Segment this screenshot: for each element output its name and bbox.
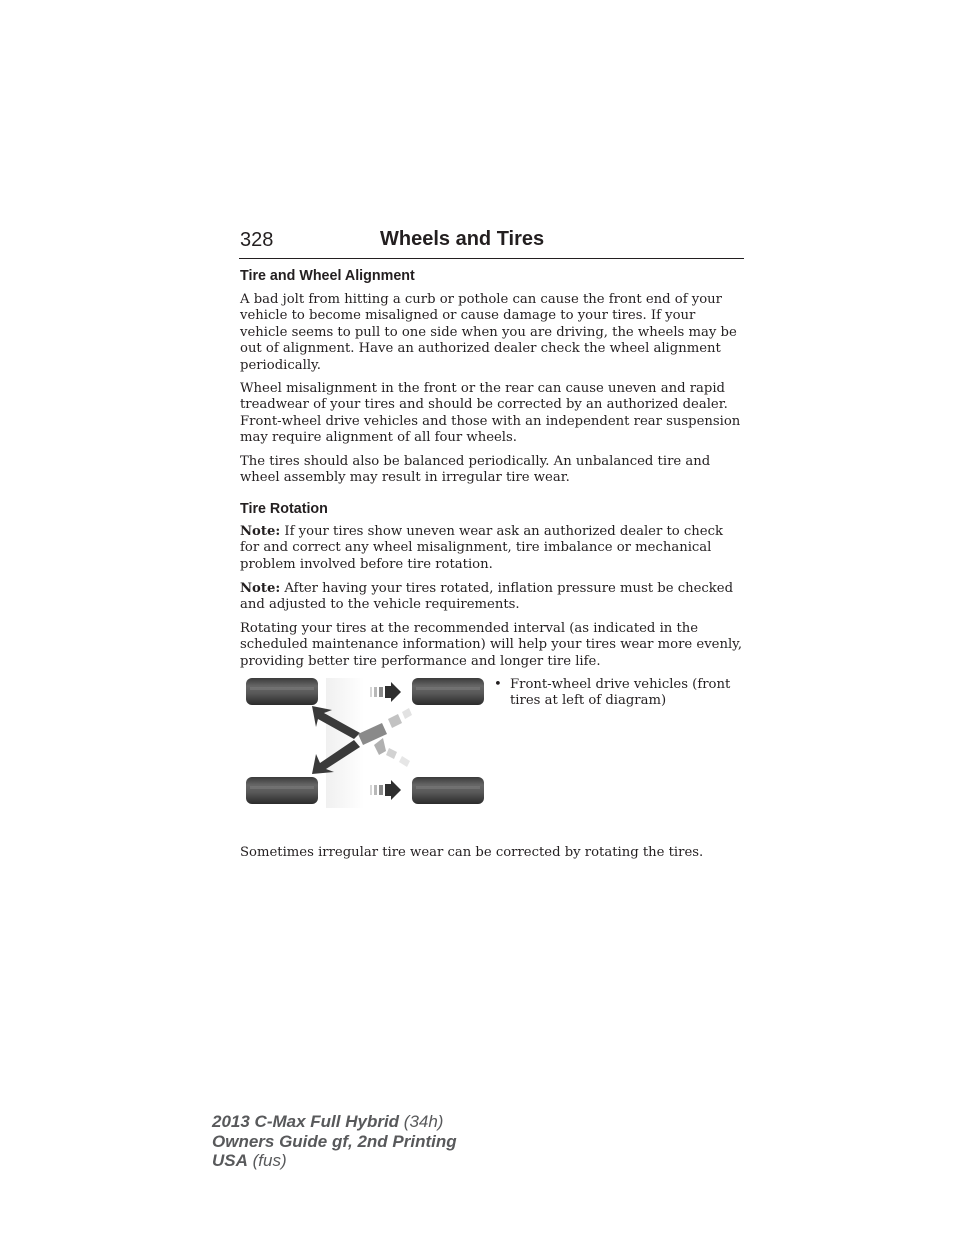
rear-left-tire bbox=[246, 777, 318, 804]
rotation-paragraph: Rotating your tires at the recommended interval (as indicated in the scheduled maintenance information) will help your tires wear more evenly, providing better tire performance and longer tire life. bbox=[240, 621, 743, 669]
footer-line-3: USA (fus) bbox=[212, 1151, 287, 1170]
rotation-note-2 bbox=[240, 581, 746, 614]
heading-tire-rotation: Tire Rotation bbox=[240, 501, 328, 517]
footer-line-1: 2013 C-Max Full Hybrid (34h) bbox=[212, 1112, 444, 1131]
page-number: 328 bbox=[240, 229, 274, 251]
note-text: If your tires show uneven wear ask an authorized dealer to check for and correct any wheel misalignment, tire imbalance or mechanical problem involved before tire rotation. bbox=[240, 524, 723, 572]
alignment-paragraph-2: Wheel misalignment in the front or the rear can cause uneven and rapid treadwear of your tires and should be corrected by an authorized dealer. Front-wheel drive vehicles and those with an independent rear suspension may require alignment of all four wheels. bbox=[240, 381, 741, 446]
rear-arrow-icon bbox=[370, 780, 401, 800]
note-label: Note: bbox=[240, 581, 281, 596]
center-band bbox=[326, 678, 364, 808]
bullet-item bbox=[494, 677, 746, 710]
tire-rotation-diagram bbox=[244, 676, 488, 810]
bullet-text: Front-wheel drive vehicles (front tires at left of diagram) bbox=[510, 677, 731, 709]
alignment-paragraph-1: A bad jolt from hitting a curb or pothole can cause the front end of your vehicle to become misaligned or cause damage to your tires. If your vehicle seems to pull to one side when you are driving, the wheels may be out of alignment. Have an authorized dealer check the wheel alignment periodically. bbox=[240, 292, 737, 373]
alignment-paragraph-3: The tires should also be balanced periodically. An unbalanced tire and wheel assembly may result in irregular tire wear. bbox=[240, 454, 711, 486]
rear-right-tire bbox=[412, 777, 484, 804]
page-title: Wheels and Tires bbox=[380, 228, 545, 250]
front-left-tire bbox=[246, 678, 318, 705]
rotation-note-1 bbox=[240, 524, 746, 573]
front-right-tire bbox=[412, 678, 484, 705]
page-header bbox=[239, 226, 744, 259]
heading-tire-wheel-alignment: Tire and Wheel Alignment bbox=[240, 268, 415, 284]
bullet-dot: • bbox=[494, 677, 502, 692]
note-label: Note: bbox=[240, 524, 281, 539]
footer-line-2: Owners Guide gf, 2nd Printing bbox=[212, 1131, 457, 1151]
faded-cross-arrow-icon bbox=[358, 708, 412, 767]
front-arrow-icon bbox=[370, 682, 401, 702]
note-text: After having your tires rotated, inflation pressure must be checked and adjusted to the vehicle requirements. bbox=[240, 581, 734, 613]
footer bbox=[212, 1112, 457, 1171]
closing-paragraph: Sometimes irregular tire wear can be corrected by rotating the tires. bbox=[240, 845, 704, 860]
